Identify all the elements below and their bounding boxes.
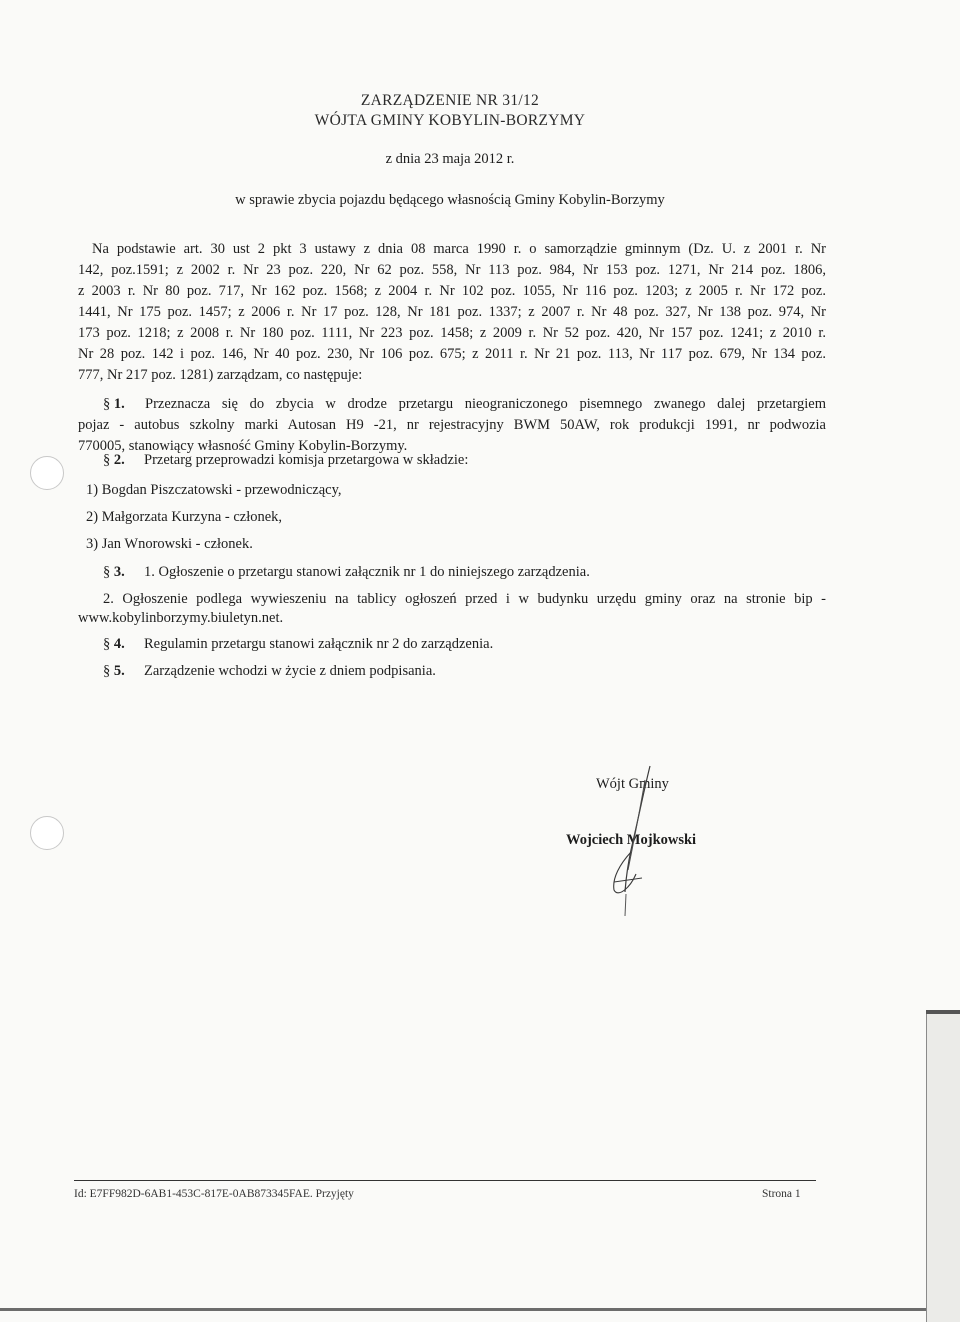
section-2-text: Przetarg przeprowadzi komisja przetargowa w składzie: bbox=[144, 452, 469, 468]
document-title: ZARZĄDZENIE NR 31/12 bbox=[360, 92, 540, 109]
committee-member: 2) Małgorzata Kurzyna - członek, bbox=[86, 509, 283, 525]
signature-name: Wojciech Mojkowski bbox=[566, 832, 697, 848]
section-3-heading: § 3. bbox=[103, 564, 125, 580]
section-3-item-2: 2. Ogłoszenie podlega wywieszeniu na tablicy ogłoszeń przed i w budynku urzędu gminy oraz na stronie bip - bbox=[103, 591, 826, 607]
preamble-line: z 2003 r. Nr 80 poz. 717, Nr 162 poz. 1568; z 2004 r. Nr 102 poz. 1055, Nr 116 poz. 1203; z 2005 r. Nr 172 poz. bbox=[78, 283, 826, 299]
section-2-heading: § 2. bbox=[103, 452, 125, 468]
scan-edge-bottom bbox=[0, 1308, 926, 1311]
section-5-text: Zarządzenie wchodzi w życie z dniem podpisania. bbox=[144, 663, 436, 679]
committee-member: 1) Bogdan Piszczatowski - przewodniczący, bbox=[86, 482, 342, 498]
preamble-line: 142, poz.1591; z 2002 r. Nr 23 poz. 220, Nr 62 poz. 558, Nr 113 poz. 984, Nr 153 poz. 1271, Nr 214 poz. 1806, bbox=[78, 262, 826, 278]
section-4-text: Regulamin przetargu stanowi załącznik nr 2 do zarządzenia. bbox=[144, 636, 494, 652]
section-3-item-2-link: www.kobylinborzymy.biuletyn.net. bbox=[78, 610, 284, 626]
footer-page-number: Strona 1 bbox=[762, 1188, 801, 1200]
preamble-line: Na podstawie art. 30 ust 2 pkt 3 ustawy z dnia 08 marca 1990 r. o samorządzie gminnym (Dz. U. z 2001 r. Nr bbox=[92, 241, 826, 257]
punch-hole-top bbox=[30, 456, 64, 490]
section-4-heading: § 4. bbox=[103, 636, 125, 652]
preamble-line: 777, Nr 217 poz. 1281) zarządzam, co następuje: bbox=[78, 367, 363, 383]
preamble-line: 173 poz. 1218; z 2008 r. Nr 180 poz. 1111, Nr 223 poz. 1458; z 2009 r. Nr 52 poz. 420, Nr 157 poz. 1241; z 2010 r. bbox=[78, 325, 826, 341]
preamble-line: 1441, Nr 175 poz. 1457; z 2006 r. Nr 17 poz. 128, Nr 181 poz. 1337; z 2007 r. Nr 48 poz. 327, Nr 138 poz. 974, Nr bbox=[78, 304, 826, 320]
document-subject: w sprawie zbycia pojazdu będącego własnością Gminy Kobylin-Borzymy bbox=[235, 192, 665, 208]
signature-role: Wójt Gminy bbox=[596, 776, 669, 792]
preamble-line: Nr 28 poz. 142 i poz. 146, Nr 40 poz. 230, Nr 106 poz. 675; z 2011 r. Nr 21 poz. 113, Nr 117 poz. 679, Nr 134 poz. bbox=[78, 346, 826, 362]
section-3-item-1: 1. Ogłoszenie o przetargu stanowi załącznik nr 1 do niniejszego zarządzenia. bbox=[144, 564, 590, 580]
section-1-heading: § 1. bbox=[103, 396, 125, 412]
committee-member: 3) Jan Wnorowski - członek. bbox=[86, 536, 253, 552]
section-1-line: Przeznacza się do zbycia w drodze przetargu nieograniczonego pisemnego zwanego dalej przetargiem bbox=[145, 396, 826, 412]
document-date: z dnia 23 maja 2012 r. bbox=[385, 151, 515, 167]
section-1-line: pojaz - autobus szkolny marki Autosan H9 -21, nr rejestracyjny BWM 50AW, rok produkcji 1991, nr podwozia bbox=[78, 417, 826, 433]
scan-edge-mark bbox=[926, 1010, 960, 1014]
handwritten-signature bbox=[598, 760, 668, 920]
scan-edge-right bbox=[926, 1010, 960, 1322]
punch-hole-bottom bbox=[30, 816, 64, 850]
document-authority: WÓJTA GMINY KOBYLIN-BORZYMY bbox=[314, 112, 586, 129]
section-5-heading: § 5. bbox=[103, 663, 125, 679]
footer-rule bbox=[74, 1180, 816, 1181]
section-1-line: 770005, stanowiący własność Gminy Kobylin-Borzymy. bbox=[78, 438, 408, 454]
footer-document-id: Id: E7FF982D-6AB1-453C-817E-0AB873345FAE. Przyjęty bbox=[74, 1188, 354, 1200]
